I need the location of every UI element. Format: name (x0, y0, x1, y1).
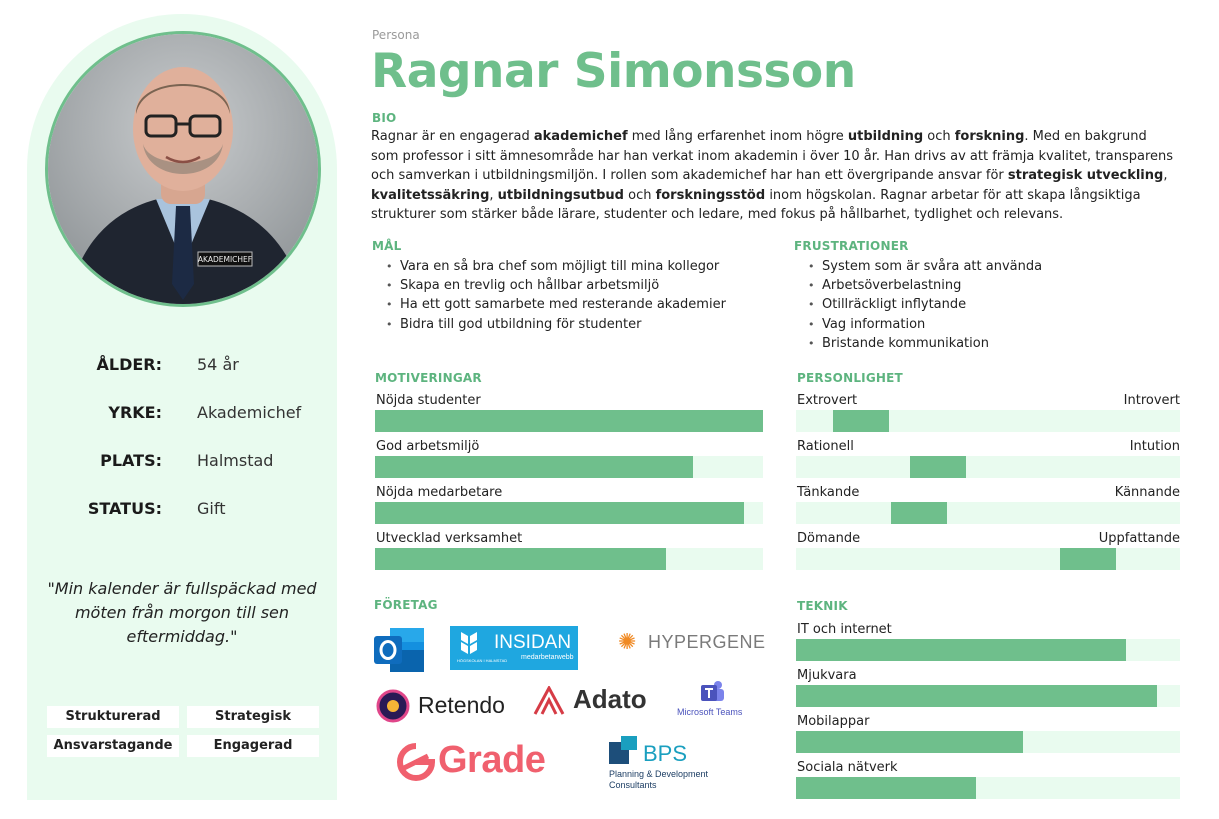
frustrations-list (794, 257, 1042, 353)
bio-fragment: , (1163, 168, 1168, 183)
attr-age (27, 355, 337, 385)
personality-right-label: Intution (1129, 439, 1180, 454)
personality-left-label: Rationell (797, 439, 854, 454)
bps-line2: Consultants (609, 780, 657, 790)
personality-track (796, 548, 1180, 570)
bio-keyword: forskning (954, 129, 1025, 144)
bio-keyword: utbildningsutbud (497, 187, 624, 203)
motivations-fill (375, 502, 744, 524)
motivations-label: Nöjda studenter (376, 393, 481, 408)
motivations-track (375, 456, 763, 478)
tech-fill (796, 685, 1157, 707)
bps-name: BPS (643, 741, 688, 766)
attr-status (27, 499, 337, 529)
motivations-track (375, 548, 763, 570)
outlook-logo (372, 626, 426, 674)
tech-label: Mobilappar (797, 714, 870, 729)
frustration-item: • Bristande kommunikation (794, 334, 1042, 353)
page-eyebrow: Persona (372, 28, 420, 42)
teams-logo (674, 680, 754, 722)
attr-value: Halmstad (197, 451, 274, 470)
personality-heading: PERSONLIGHET (797, 371, 903, 385)
goal-item: • Vara en så bra chef som möjligt till mina kollegor (372, 257, 726, 276)
personality-right-label: Kännande (1114, 485, 1180, 500)
insidan-subtitle: medarbetarwebb (521, 654, 574, 661)
personality-knob (1060, 548, 1116, 570)
bio-keyword: akademichef (533, 129, 628, 144)
trait-tag: Engagerad (187, 735, 319, 757)
goals-heading: MÅL (372, 239, 402, 253)
avatar-illustration (48, 34, 318, 304)
trait-tag: Strategisk (187, 706, 319, 728)
sun-icon: ✺ (618, 630, 637, 655)
teams-icon (699, 680, 725, 704)
personality-left-label: Dömande (797, 531, 861, 546)
goals-list (372, 257, 726, 334)
retendo-name: Retendo (418, 692, 505, 718)
tech-track (796, 685, 1180, 707)
personality-left-label: Tänkande (797, 485, 860, 500)
attr-occupation (27, 403, 337, 433)
motivations-label: Nöjda medarbetare (376, 485, 503, 500)
frustration-item: • Otillräckligt inflytande (794, 295, 1042, 314)
tech-label: Mjukvara (797, 668, 857, 683)
tech-fill (796, 777, 976, 799)
bio-keyword: utbildning (847, 129, 924, 144)
motivations-heading: MOTIVERINGAR (375, 371, 482, 385)
motivations-fill (375, 548, 666, 570)
insidan-logo (450, 626, 578, 670)
personality-left-label: Extrovert (797, 393, 858, 408)
goal-item: • Ha ett gott samarbete med resterande akademier (372, 295, 726, 314)
bio-text (371, 127, 1176, 225)
retendo-icon (376, 689, 410, 723)
attr-label: PLATS: (100, 451, 162, 470)
adato-icon (533, 686, 567, 716)
personality-right-label: Introvert (1123, 393, 1180, 408)
bio-fragment: och (923, 129, 955, 144)
adato-name: Adato (573, 684, 647, 714)
frustration-item: • Arbetsöverbelastning (794, 276, 1042, 295)
frustration-item: • Vag information (794, 315, 1042, 334)
hypergene-name: HYPERGENE (648, 632, 766, 652)
frustrations-heading: FRUSTRATIONER (794, 239, 909, 253)
outlook-icon (372, 626, 426, 674)
bio-fragment: . Med en bakgrund som professor i sitt ämnesområde har han verkat inom akademin i över 10 år. Han drivs av att främja kvalitet, transparens och samverkan i utbildningsmiljön. I rollen som akademichef har han ett övergripande ansvar för (371, 129, 1174, 183)
bio-fragment: , (489, 187, 498, 203)
bio-fragment: med lång erfarenhet inom högre (627, 129, 848, 144)
tech-track (796, 639, 1180, 661)
grade-icon (396, 742, 436, 782)
bps-icon (609, 736, 639, 766)
motivations-track (375, 502, 763, 524)
retendo-logo (376, 688, 516, 724)
bio-fragment: inom högskolan. Ragnar arbetar för att skapa långsiktiga strukturer som stärker både lärare, studenter och ledare, med fokus på hållbarhet, tydlighet och relevans. (371, 187, 1141, 222)
personality-right-label: Uppfattande (1098, 531, 1180, 546)
personality-track (796, 410, 1180, 432)
bps-logo (609, 735, 739, 791)
bio-keyword: strategisk utveckling (1007, 168, 1164, 183)
hogskolan-icon (456, 630, 486, 658)
tech-fill (796, 639, 1126, 661)
bio-fragment: och (623, 187, 656, 203)
tech-label: Sociala nätverk (797, 760, 898, 775)
avatar (45, 31, 321, 307)
companies-heading: FÖRETAG (374, 598, 438, 612)
insidan-org: HÖGSKOLAN I HALMSTAD (457, 658, 508, 663)
frustration-item: • System som är svåra att använda (794, 257, 1042, 276)
attr-label: YRKE: (108, 403, 162, 422)
teams-name: Microsoft Teams (677, 707, 743, 717)
hypergene-logo (618, 630, 766, 656)
tech-track (796, 777, 1180, 799)
motivations-fill (375, 410, 763, 432)
attr-value: Akademichef (197, 403, 302, 422)
personality-knob (891, 502, 947, 524)
motivations-label: Utvecklad verksamhet (376, 531, 523, 546)
goal-item: • Skapa en trevlig och hållbar arbetsmiljö (372, 276, 726, 295)
motivations-track (375, 410, 763, 432)
tech-heading: TEKNIK (797, 599, 848, 613)
motivations-label: God arbetsmiljö (376, 439, 480, 454)
motivations-fill (375, 456, 693, 478)
insidan-title: INSIDAN (494, 632, 572, 653)
attr-label: STATUS: (87, 499, 162, 518)
persona-name: Ragnar Simonsson (371, 44, 856, 99)
personality-track (796, 502, 1180, 524)
personality-knob (833, 410, 889, 432)
bps-line1: Planning & Development (609, 769, 709, 779)
persona-quote: "Min kalender är fullspäckad med möten från morgon till sen eftermiddag." (47, 579, 317, 646)
bio-keyword: forskningsstöd (655, 187, 766, 203)
adato-logo (533, 684, 657, 718)
tech-fill (796, 731, 1023, 753)
personality-knob (910, 456, 966, 478)
grade-logo (396, 740, 576, 784)
tech-track (796, 731, 1180, 753)
trait-tag: Strukturerad (47, 706, 179, 728)
attr-value: Gift (197, 499, 226, 518)
bio-heading: BIO (372, 111, 397, 125)
personality-track (796, 456, 1180, 478)
attr-value: 54 år (197, 355, 239, 374)
trait-tag: Ansvarstagande (47, 735, 179, 757)
bio-fragment: Ragnar är en engagerad (371, 129, 534, 144)
bio-keyword: kvalitetssäkring (371, 187, 490, 203)
name-badge: AKADEMICHEF (197, 255, 253, 264)
goal-item: • Bidra till god utbildning för studenter (372, 315, 726, 334)
attr-location (27, 451, 337, 481)
attr-label: ÅLDER: (96, 355, 162, 374)
grade-name: Grade (438, 739, 546, 781)
tech-label: IT och internet (797, 622, 892, 637)
